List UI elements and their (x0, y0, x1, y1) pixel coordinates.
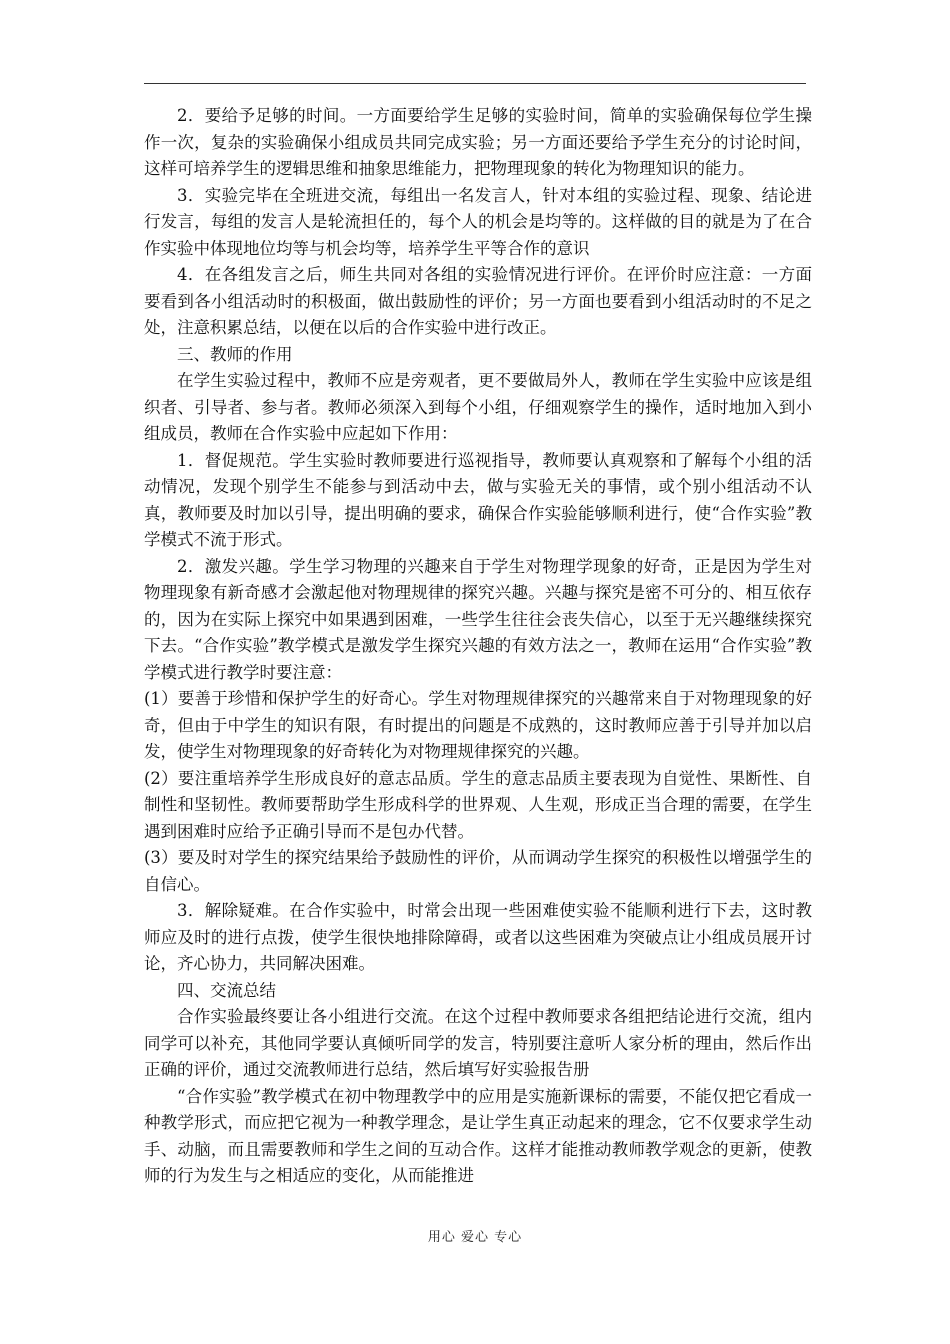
paragraph: 2．要给予足够的时间。一方面要给学生足够的实验时间，简单的实验确保每位学生操作一次，复杂的实验确保小组成员共同完成实验；另一方面还要给予学生充分的讨论时间，这样可培养学生的逻辑思维和抽象思维能力，把物理现象的转化为物理知识的能力。 (144, 106, 812, 178)
paragraph: “合作实验”教学模式在初中物理教学中的应用是实施新课标的需要，不能仅把它看成一种教学形式，而应把它视为一种教学理念，是让学生真正动起来的理念，它不仅要求学生动手、动脑，而且需要教师和学生之间的互动合作。这样才能推动教师教学观念的更新，使教师的行为发生与之相适应的变化，从而能推进 (144, 1086, 812, 1185)
header-rule (144, 83, 806, 84)
paragraph: 3．实验完毕在全班进交流，每组出一名发言人，针对本组的实验过程、现象、结论进行发言，每组的发言人是轮流担任的，每个人的机会是均等的。这样做的目的就是为了在合作实验中体现地位均等与机会均等，培养学生平等合作的意识 (144, 185, 812, 258)
paragraph: 4．在各组发言之后，师生共同对各组的实验情况进行评价。在评价时应注意：一方面要看到各小组活动时的积极面，做出鼓励性的评价；另一方面也要看到小组活动时的不足之处，注意积累总结，以便在以后的合作实验中进行改正。 (144, 265, 812, 337)
paragraph: (2）要注重培养学生形成良好的意志品质。学生的意志品质主要表现为自觉性、果断性、自制性和坚韧性。教师要帮助学生形成科学的世界观、人生观，形成正当合理的需要，在学生遇到困难时应给予正确引导而不是包办代替。 (144, 768, 812, 841)
paragraph: 在学生实验过程中，教师不应是旁观者，更不要做局外人，教师在学生实验中应该是组织者、引导者、参与者。教师必须深入到每个小组，仔细观察学生的操作，适时地加入到小组成员，教师在合作实验中应起如下作用： (144, 371, 812, 443)
paragraph: (1）要善于珍惜和保护学生的好奇心。学生对物理规律探究的兴趣常来自于对物理现象的好奇，但由于中学生的知识有限，有时提出的问题是不成熟的，这时教师应善于引导并加以启发，使学生对物理现象的好奇转化为对物理规律探究的兴趣。 (144, 689, 812, 761)
paragraph: 1．督促规范。学生实验时教师要进行巡视指导，教师要认真观察和了解每个小组的活动情况，发现个别学生不能参与到活动中去，做与实验无关的事情，或个别小组活动不认真，教师要及时加以引导，提出明确的要求，确保合作实验能够顺利进行，使“合作实验”教学模式不流于形式。 (144, 450, 812, 549)
page-footer: 用心 爱心 专心 (427, 1230, 523, 1245)
paragraph: 3．解除疑难。在合作实验中，时常会出现一些困难使实验不能顺利进行下去，这时教师应及时的进行点拨，使学生很快地排除障碍，或者以这些困难为突破点让小组成员展开讨论，齐心协力，共同解决困难。 (144, 901, 812, 973)
section-heading: 三、教师的作用 (177, 344, 293, 364)
paragraph: 合作实验最终要让各小组进行交流。在这个过程中教师要求各组把结论进行交流，组内同学可以补充，其他同学要认真倾听同学的发言，特别要注意听人家分析的理由，然后作出正确的评价，通过交流教师进行总结，然后填写好实验报告册 (144, 1007, 812, 1079)
paragraph: 2．激发兴趣。学生学习物理的兴趣来自于学生对物理学现象的好奇，正是因为学生对物理现象有新奇感才会激起他对物理规律的探究兴趣。兴趣与探究是密不可分的、相互依存的，因为在实际上探究中如果遇到困难，一些学生往往会丧失信心，以至于无兴趣继续探究下去。“合作实验”教学模式是激发学生探究兴趣的有效方法之一，教师在运用“合作实验”教学模式进行教学时要注意： (144, 556, 812, 682)
document-body (144, 103, 812, 1190)
paragraph: (3）要及时对学生的探究结果给予鼓励性的评价，从而调动学生探究的积极性以增强学生的自信心。 (144, 848, 812, 894)
section-heading: 四、交流总结 (177, 980, 276, 1000)
